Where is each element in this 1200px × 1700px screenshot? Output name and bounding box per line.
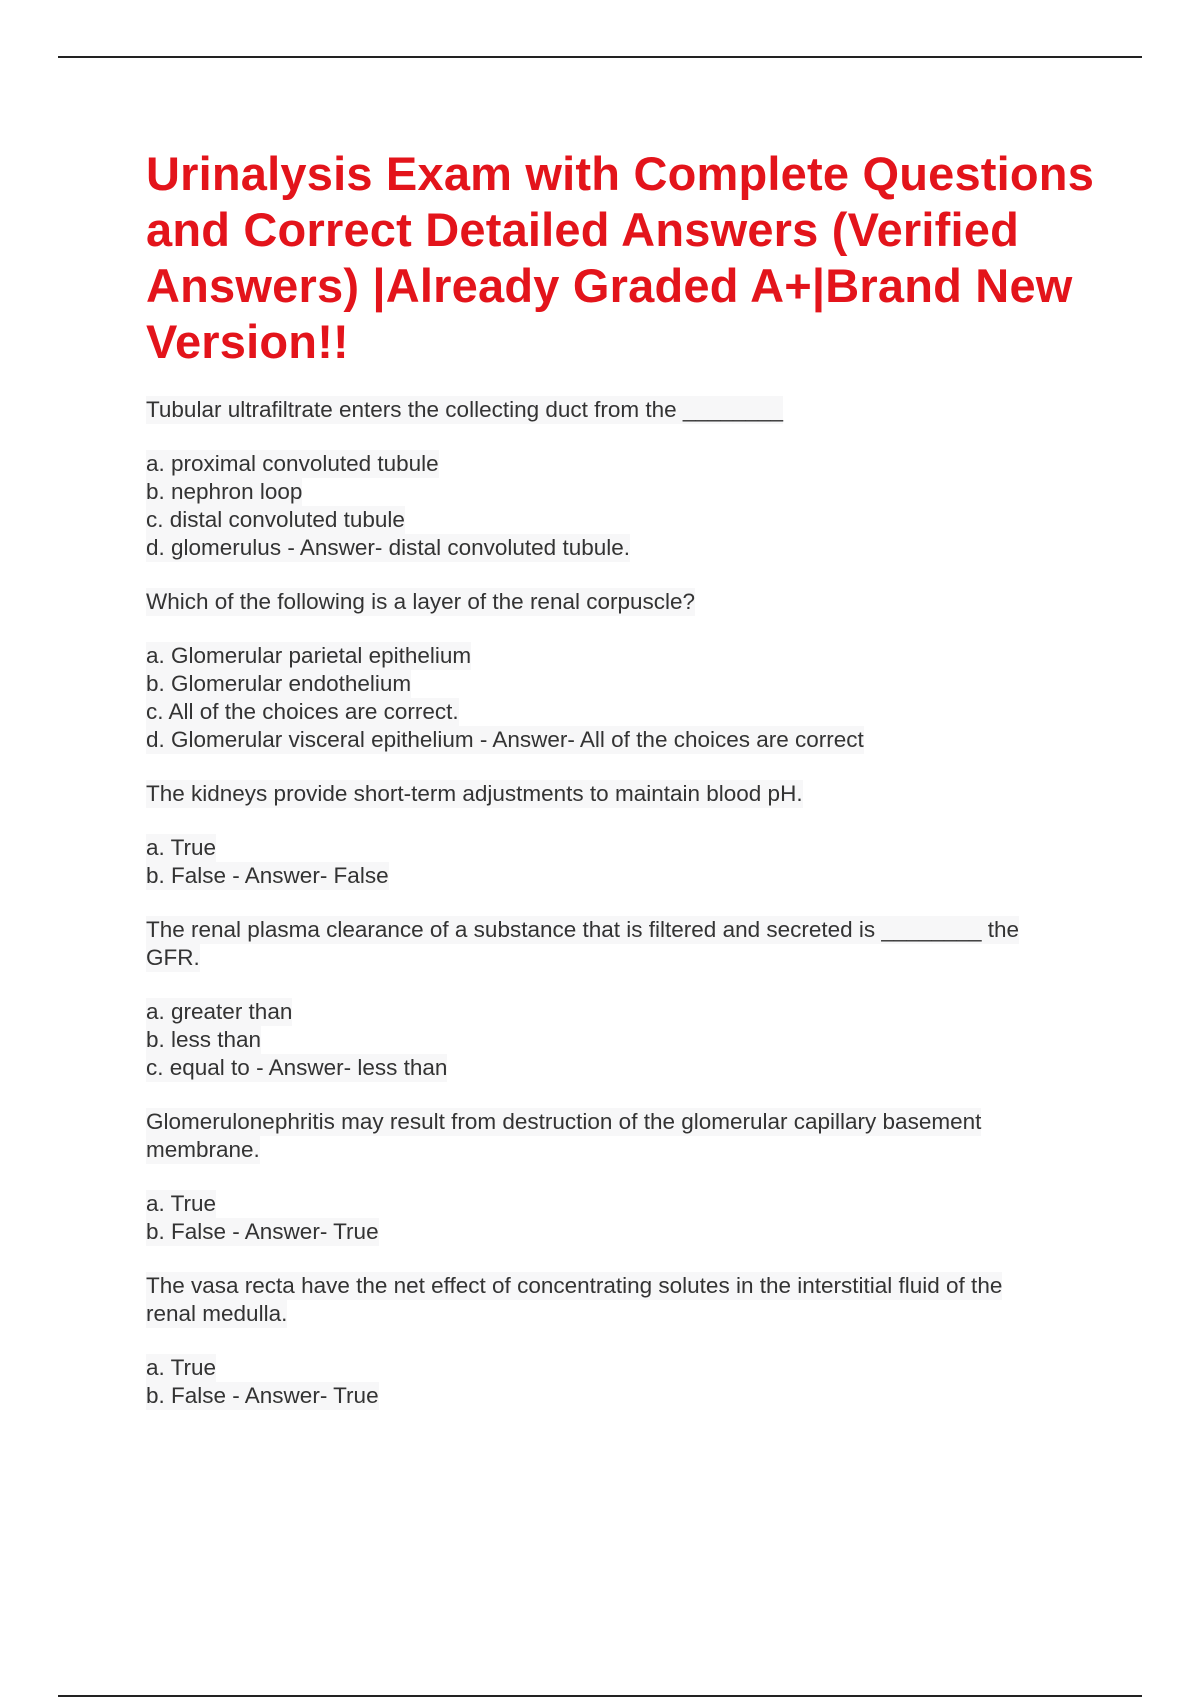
answer-option: c. distal convoluted tubule: [146, 507, 405, 532]
question-block-1: [146, 396, 1106, 562]
bottom-rule: [58, 1695, 1142, 1697]
top-rule: [58, 56, 1142, 58]
answer-option: a. True: [146, 1355, 217, 1380]
answer-option: b. False - Answer- True: [146, 1383, 379, 1408]
answer-option: a. Glomerular parietal epithelium: [146, 643, 472, 668]
question-prompt: [146, 1272, 1106, 1328]
answer-option: b. nephron loop: [146, 479, 303, 504]
question-prompt: [146, 780, 1106, 808]
answer-options: [146, 450, 1106, 562]
question-prompt: [146, 916, 1106, 972]
question-text-line: The vasa recta have the net effect of concentrating solutes in the interstitial fluid of the: [146, 1273, 1003, 1298]
answer-option: b. less than: [146, 1027, 262, 1052]
answer-option: a. True: [146, 1191, 217, 1216]
question-block-5: [146, 1108, 1106, 1246]
document-body: [146, 146, 1106, 1436]
answer-option: a. True: [146, 835, 217, 860]
answer-options: [146, 1354, 1106, 1410]
question-text-line: renal medulla.: [146, 1301, 288, 1326]
question-block-2: [146, 588, 1106, 754]
answer-options: [146, 642, 1106, 754]
answer-option: c. All of the choices are correct.: [146, 699, 459, 724]
question-block-6: [146, 1272, 1106, 1410]
document-title: Urinalysis Exam with Complete Questions and Correct Detailed Answers (Verified Answers) |Already Graded A+|Brand New Version!!: [146, 147, 1095, 368]
answer-option: d. glomerulus - Answer- distal convoluted tubule.: [146, 535, 631, 560]
question-text: Which of the following is a layer of the renal corpuscle?: [146, 589, 696, 614]
question-text-line: The renal plasma clearance of a substance that is filtered and secreted is ________ the: [146, 917, 1020, 942]
question-prompt: [146, 1108, 1106, 1164]
question-text-line: Glomerulonephritis may result from destruction of the glomerular capillary basement: [146, 1109, 982, 1134]
answer-options: [146, 1190, 1106, 1246]
answer-option: a. greater than: [146, 999, 293, 1024]
question-block-4: [146, 916, 1106, 1082]
question-prompt: [146, 588, 1106, 616]
answer-option: c. equal to - Answer- less than: [146, 1055, 448, 1080]
answer-option: d. Glomerular visceral epithelium - Answer- All of the choices are correct: [146, 727, 864, 752]
question-text: Tubular ultrafiltrate enters the collecting duct from the ________: [146, 397, 784, 422]
question-text: The kidneys provide short-term adjustments to maintain blood pH.: [146, 781, 803, 806]
answer-option: b. Glomerular endothelium: [146, 671, 412, 696]
answer-options: [146, 834, 1106, 890]
question-prompt: [146, 396, 1106, 424]
answer-option: a. proximal convoluted tubule: [146, 451, 439, 476]
question-text-line: membrane.: [146, 1137, 260, 1162]
question-block-3: [146, 780, 1106, 890]
question-text-line: GFR.: [146, 945, 200, 970]
answer-option: b. False - Answer- False: [146, 863, 389, 888]
answer-options: [146, 998, 1106, 1082]
answer-option: b. False - Answer- True: [146, 1219, 379, 1244]
